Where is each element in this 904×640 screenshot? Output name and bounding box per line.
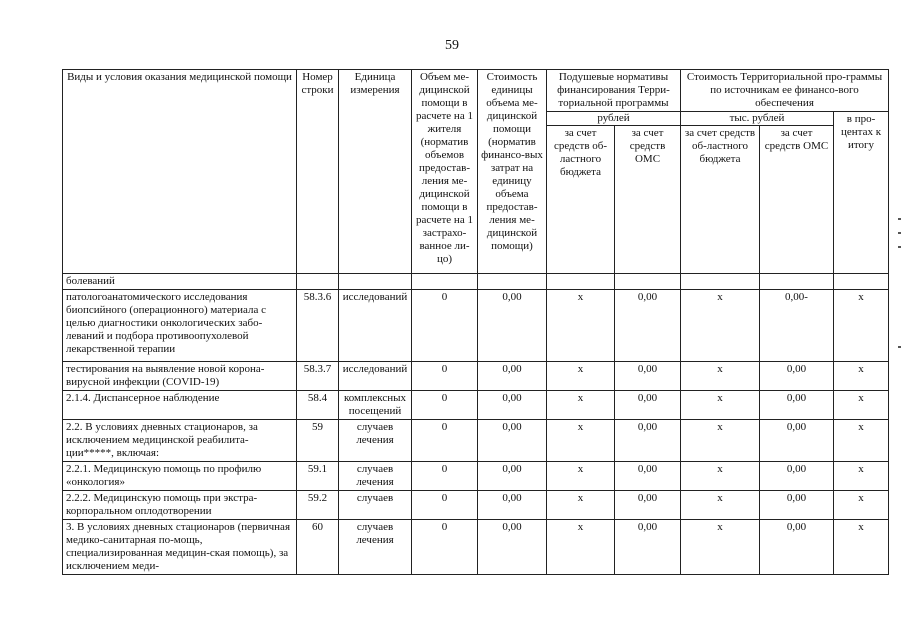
- header-volume: Объем ме-дицинской помощи в расчете на 1 жителя (норматив объемов предостав-ления ме-дицинской помощи в расчете на 1 застрахо-ванное ли-цо): [412, 70, 478, 274]
- row-regional-norm: х: [547, 290, 615, 362]
- row-name: тестирования на выявление новой корона-вирусной инфекции (COVID-19): [63, 362, 297, 391]
- row-oms-cost: [760, 274, 834, 290]
- header-type: Виды и условия оказания медицинской помощи: [63, 70, 297, 274]
- row-oms-norm: 0,00: [615, 491, 681, 520]
- row-unit: [339, 274, 412, 290]
- header-unit-rubles: рублей: [547, 112, 681, 126]
- row-regional-norm: х: [547, 491, 615, 520]
- row-regional-cost: х: [681, 391, 760, 420]
- header-row-number: Номер строки: [297, 70, 339, 274]
- header-oms-cost: за счет средств ОМС: [760, 126, 834, 274]
- header-row-1: [63, 70, 889, 112]
- table-row: [63, 274, 889, 290]
- table-row: [63, 290, 889, 362]
- row-percent: х: [834, 290, 889, 362]
- row-unit: случаев лечения: [339, 520, 412, 575]
- row-number: 59.2: [297, 491, 339, 520]
- row-percent: х: [834, 420, 889, 462]
- row-name: 2.1.4. Диспансерное наблюдение: [63, 391, 297, 420]
- table-row: [63, 462, 889, 491]
- row-regional-norm: х: [547, 420, 615, 462]
- row-regional-norm: х: [547, 520, 615, 575]
- table-row: [63, 420, 889, 462]
- row-name: 2.2. В условиях дневных стационаров, за исключением медицинской реабилита-ции*****, включая:: [63, 420, 297, 462]
- header-regional-cost: за счет средств об-ластного бюджета: [681, 126, 760, 274]
- row-percent: х: [834, 462, 889, 491]
- header-cost: Стоимость единицы объема ме-дицинской помощи (норматив финансо-вых затрат на единицу объема предостав-ления ме-дицинской помощи): [478, 70, 547, 274]
- row-regional-norm: х: [547, 362, 615, 391]
- row-volume: 0: [412, 462, 478, 491]
- table-row: [63, 520, 889, 575]
- row-volume: 0: [412, 391, 478, 420]
- row-unit: случаев лечения: [339, 420, 412, 462]
- header-cost-program: Стоимость Территориальной про-граммы по источникам ее финансо-вого обеспечения: [681, 70, 889, 112]
- row-unit: случаев: [339, 491, 412, 520]
- row-cost: 0,00: [478, 520, 547, 575]
- row-oms-cost: 0,00: [760, 362, 834, 391]
- row-name: 3. В условиях дневных стационаров (первичная медико-санитарная по-мощь, специализированная медицин-ская помощь), за исключением меди-: [63, 520, 297, 575]
- row-regional-cost: х: [681, 420, 760, 462]
- row-unit: комплексных посещений: [339, 391, 412, 420]
- row-name: 2.2.2. Медицинскую помощь при экстра-корпоральном оплодотворении: [63, 491, 297, 520]
- row-cost: 0,00: [478, 391, 547, 420]
- row-regional-norm: х: [547, 391, 615, 420]
- row-volume: 0: [412, 491, 478, 520]
- row-regional-cost: х: [681, 362, 760, 391]
- row-number: 58.3.6: [297, 290, 339, 362]
- row-number: 58.4: [297, 391, 339, 420]
- header-regional-norms: за счет средств об-ластного бюджета: [547, 126, 615, 274]
- row-name: патологоанатомического исследования биопсийного (операционного) материала с целью диагностики онкологических забо-леваний и подбора противоопухолевой лекарственной терапии: [63, 290, 297, 362]
- row-cost: 0,00: [478, 420, 547, 462]
- row-oms-cost: 0,00: [760, 520, 834, 575]
- row-volume: 0: [412, 362, 478, 391]
- row-oms-norm: 0,00: [615, 290, 681, 362]
- financing-table: [62, 69, 889, 575]
- row-regional-cost: х: [681, 290, 760, 362]
- row-oms-norm: [615, 274, 681, 290]
- row-volume: 0: [412, 520, 478, 575]
- row-unit: исследований: [339, 362, 412, 391]
- row-percent: х: [834, 391, 889, 420]
- table-row: [63, 491, 889, 520]
- row-volume: 0: [412, 420, 478, 462]
- header-unit: Единица измерения: [339, 70, 412, 274]
- row-number: 59: [297, 420, 339, 462]
- row-unit: исследований: [339, 290, 412, 362]
- table-row: [63, 362, 889, 391]
- header-oms-norms: за счет средств ОМС: [615, 126, 681, 274]
- row-cost: 0,00: [478, 491, 547, 520]
- row-name: 2.2.1. Медицинскую помощь по профилю «онкология»: [63, 462, 297, 491]
- row-volume: [412, 274, 478, 290]
- row-percent: х: [834, 362, 889, 391]
- row-oms-cost: 0,00: [760, 391, 834, 420]
- header-norms: Подушевые нормативы финансирования Терри-ториальной программы: [547, 70, 681, 112]
- table-row: [63, 391, 889, 420]
- scan-mark: [898, 246, 901, 248]
- row-number: 58.3.7: [297, 362, 339, 391]
- row-cost: 0,00: [478, 290, 547, 362]
- row-cost: 0,00: [478, 362, 547, 391]
- row-oms-norm: 0,00: [615, 362, 681, 391]
- scan-mark: [898, 346, 901, 348]
- row-regional-norm: [547, 274, 615, 290]
- row-percent: х: [834, 491, 889, 520]
- row-unit: случаев лечения: [339, 462, 412, 491]
- page-number: 59: [445, 38, 459, 53]
- row-name: болеваний: [63, 274, 297, 290]
- row-oms-cost: 0,00: [760, 462, 834, 491]
- row-regional-cost: [681, 274, 760, 290]
- row-percent: х: [834, 520, 889, 575]
- scan-mark: [898, 232, 901, 234]
- row-oms-norm: 0,00: [615, 462, 681, 491]
- row-cost: 0,00: [478, 462, 547, 491]
- row-oms-cost: 0,00-: [760, 290, 834, 362]
- scan-mark: [898, 218, 901, 220]
- row-oms-norm: 0,00: [615, 420, 681, 462]
- row-number: [297, 274, 339, 290]
- row-regional-norm: х: [547, 462, 615, 491]
- row-percent: [834, 274, 889, 290]
- row-oms-cost: 0,00: [760, 491, 834, 520]
- row-regional-cost: х: [681, 491, 760, 520]
- row-oms-cost: 0,00: [760, 420, 834, 462]
- row-regional-cost: х: [681, 520, 760, 575]
- row-regional-cost: х: [681, 462, 760, 491]
- header-percent: в про-центах к итогу: [834, 112, 889, 274]
- row-number: 59.1: [297, 462, 339, 491]
- row-volume: 0: [412, 290, 478, 362]
- row-oms-norm: 0,00: [615, 391, 681, 420]
- row-oms-norm: 0,00: [615, 520, 681, 575]
- row-cost: [478, 274, 547, 290]
- table-body: [63, 274, 889, 575]
- header-unit-thousand-rubles: тыс. рублей: [681, 112, 834, 126]
- row-number: 60: [297, 520, 339, 575]
